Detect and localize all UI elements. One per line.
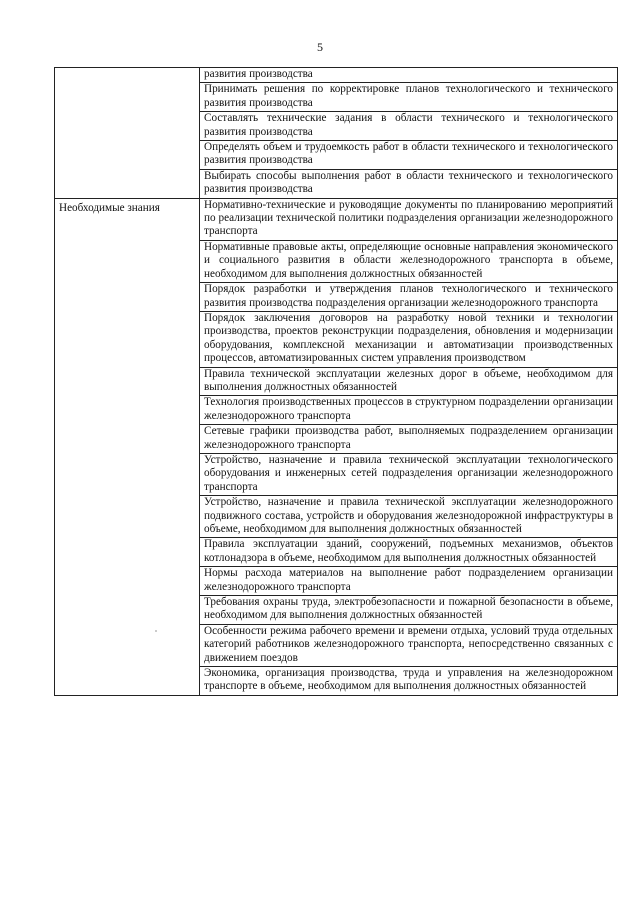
knowledge-item: Нормы расхода материалов на выполнение работ подразделением организации железнодорожного транспорта [200,567,618,596]
knowledge-item: Нормативные правовые акты, определяющие основные направления экономического и социального развития в области железнодорожного транспорта в объеме, необходимом для выполнения должностных обязанностей [200,240,618,282]
knowledge-item: Порядок разработки и утверждения планов технологического и технического развития производства подразделения организации железнодорожного транспорта [200,283,618,312]
knowledge-item: Экономика, организация производства, труда и управления на железнодорожном транспорте в объеме, необходимом для выполнения должностных обязанностей [200,667,618,696]
knowledge-item: Устройство, назначение и правила технической эксплуатации технологического оборудования и инженерных сетей подразделения организации железнодорожного транспорта [200,453,618,495]
continuation-item: Принимать решения по корректировке планов технологического и технического развития производства [200,83,618,112]
knowledge-item: Технология производственных процессов в структурном подразделении организации железнодорожного транспорта [200,396,618,425]
knowledge-item: Сетевые графики производства работ, выполняемых подразделением организации железнодорожного транспорта [200,425,618,454]
continuation-item: Составлять технические задания в области технического и технологического развития производства [200,112,618,141]
scan-speck [155,630,157,632]
continuation-item: Выбирать способы выполнения работ в области технического и технологического развития производства [200,169,618,198]
knowledge-item: Правила технической эксплуатации железных дорог в объеме, необходимом для выполнения должностных обязанностей [200,367,618,396]
knowledge-row [55,198,618,240]
knowledge-item: Требования охраны труда, электробезопасности и пожарной безопасности в объеме, необходимом для выполнения должностных обязанностей [200,596,618,625]
requirements-table [54,67,618,696]
continuation-item: развития производства [200,68,618,83]
knowledge-item: Устройство, назначение и правила технической эксплуатации железнодорожного подвижного состава, устройств и оборудования железнодорожной инфраструктуры в объеме, необходимом для выполнения должностных обязанностей [200,496,618,538]
requirements-table-body [55,68,618,696]
knowledge-item: Особенности режима рабочего времени и времени отдыха, условий труда отдельных категорий работников железнодорожного транспорта, непосредственно связанных с движением поездов [200,624,618,666]
continuation-item: Определять объем и трудоемкость работ в области технического и технологического развития производства [200,141,618,170]
continuation-row [55,68,618,83]
continuation-label-cell [55,68,200,199]
knowledge-item: Правила эксплуатации зданий, сооружений, подъемных механизмов, объектов котлонадзора в объеме, необходимом для выполнения должностных обязанностей [200,538,618,567]
page-number: 5 [317,40,323,54]
knowledge-label-cell: Необходимые знания [55,198,200,695]
knowledge-item: Порядок заключения договоров на разработку новой техники и технологии производства, проектов реконструкции подразделения, обновления и модернизации оборудования, комплексной механизации и автоматизации производственных процессов, автоматизированных систем управления производством [200,311,618,367]
knowledge-item: Нормативно-технические и руководящие документы по планированию мероприятий по реализации технической политики подразделения организации железнодорожного транспорта [200,198,618,240]
